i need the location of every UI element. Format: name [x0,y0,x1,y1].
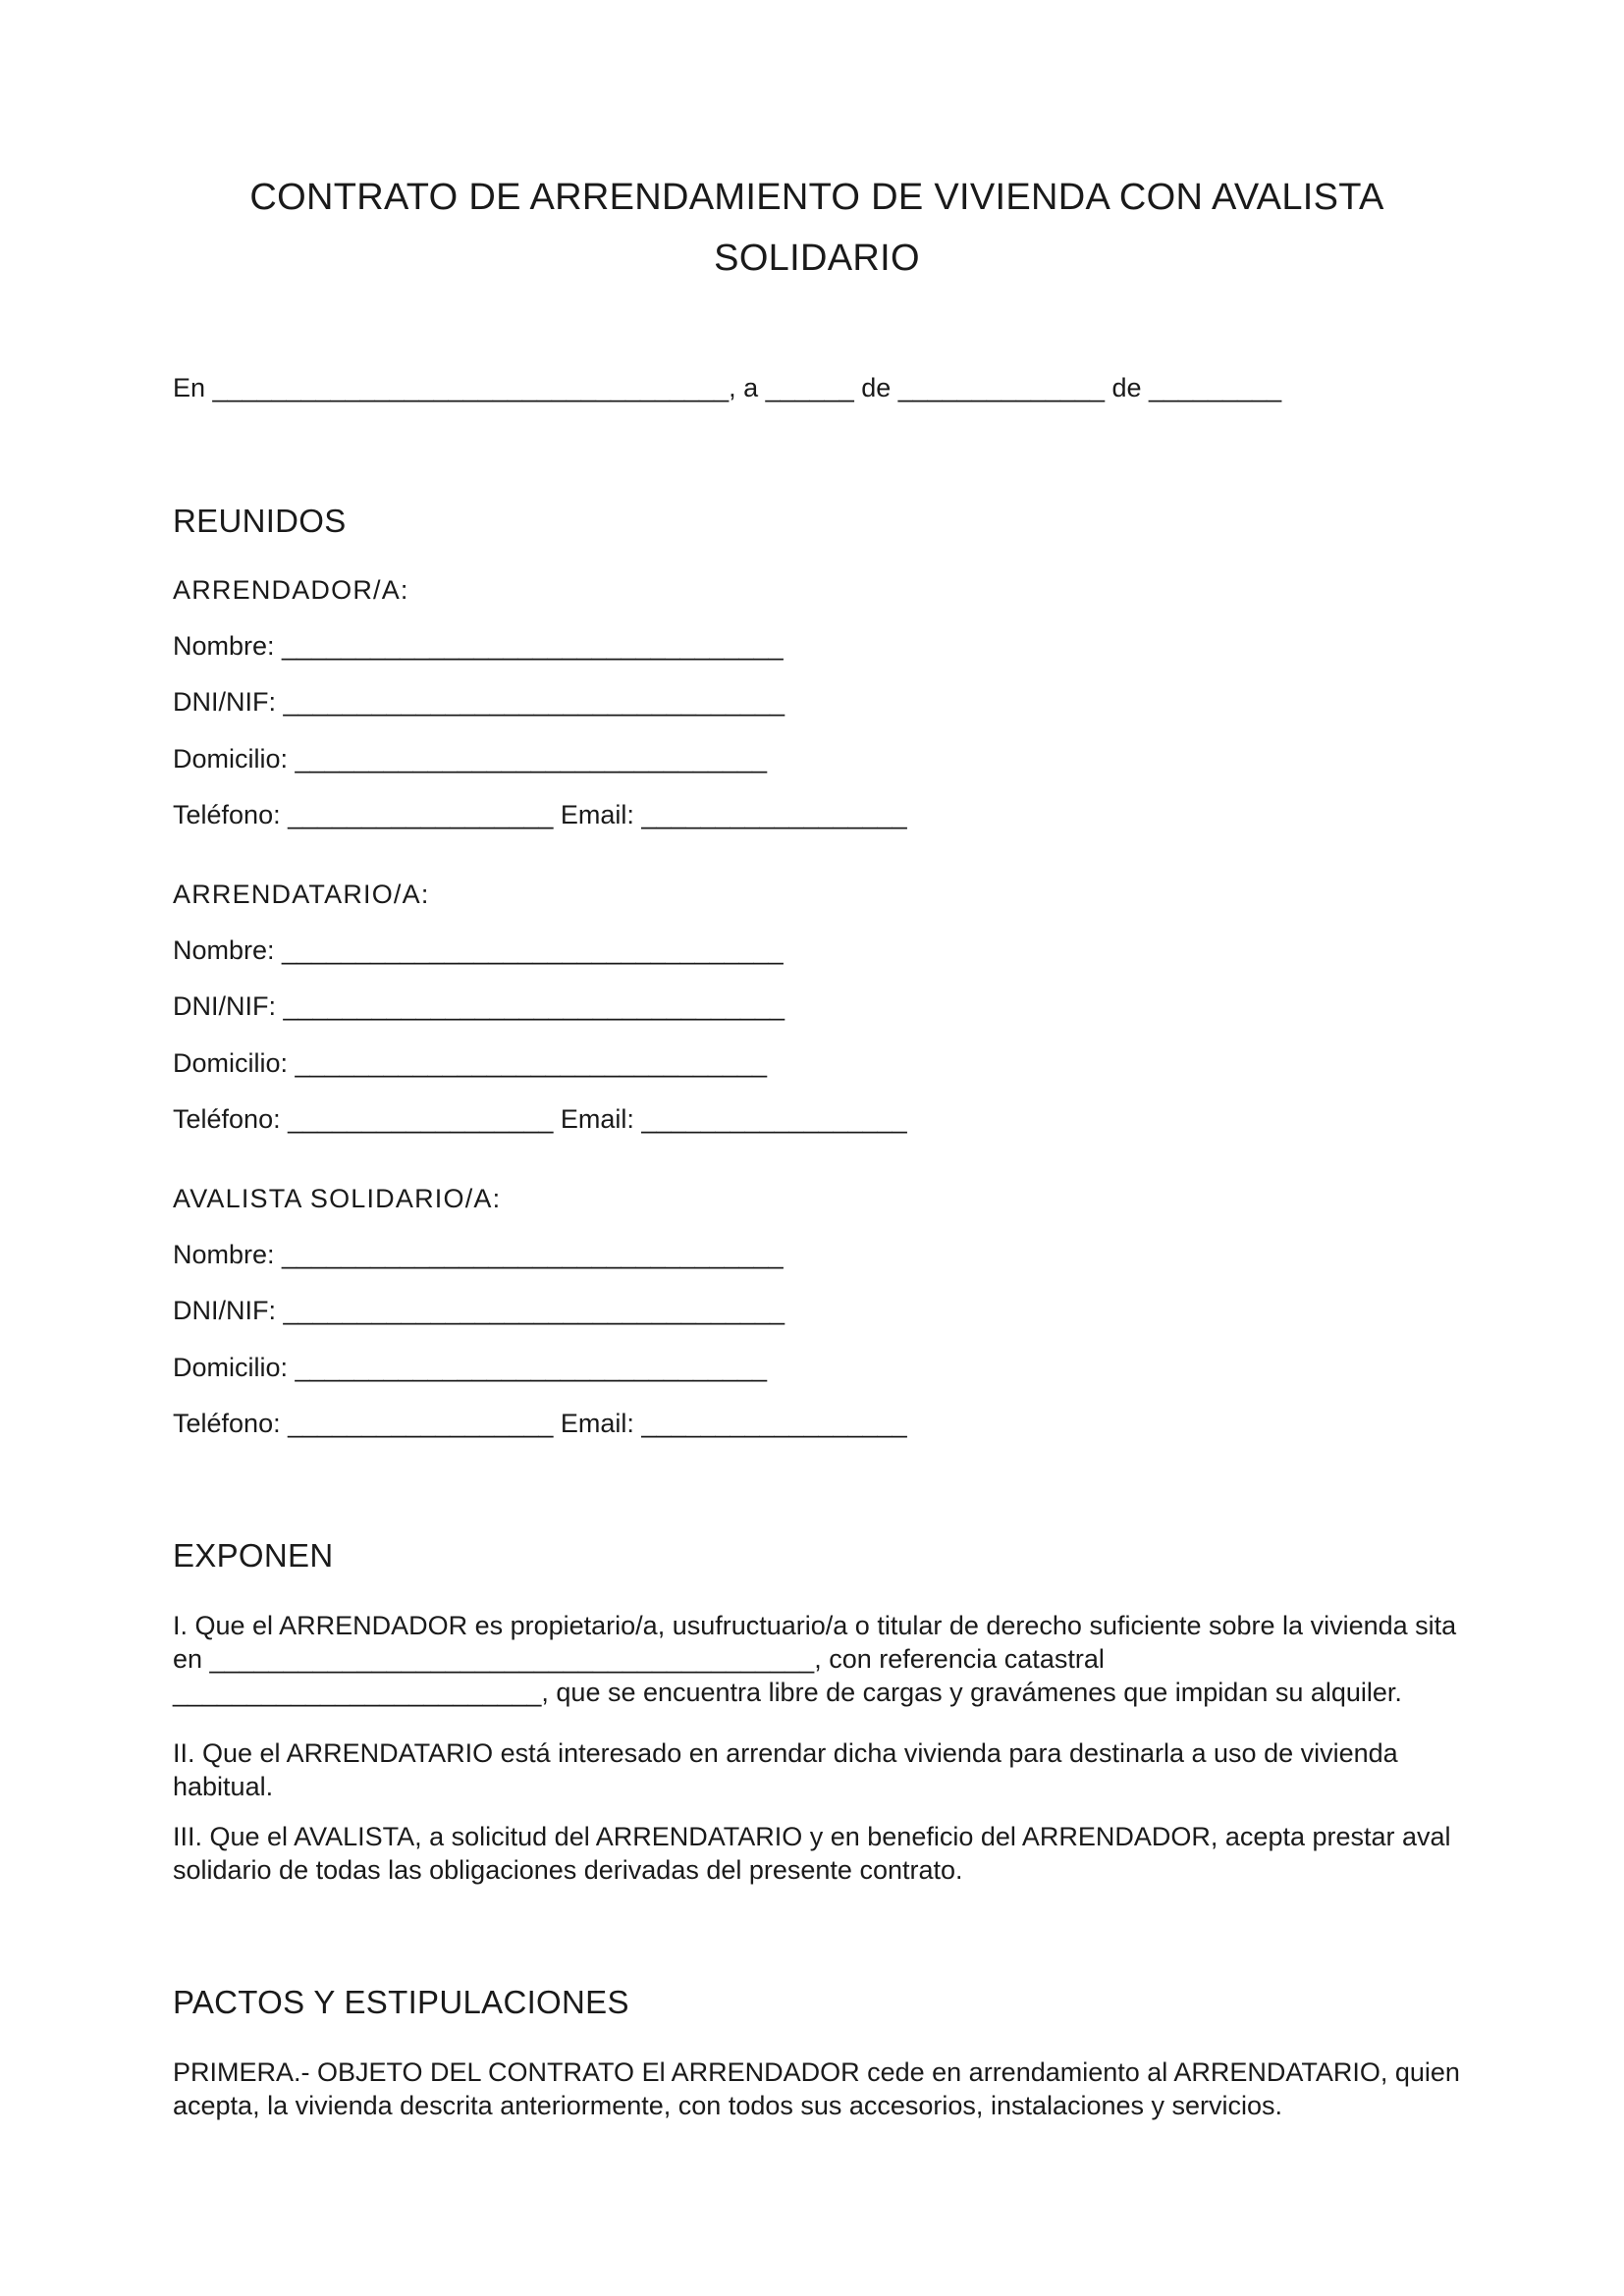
party-label-avalista: AVALISTA SOLIDARIO/A: [173,1184,502,1213]
avalista-domicilio-field: Domicilio: ________________________________ [173,1353,768,1382]
arrendador-nombre-field: Nombre: __________________________________ [173,631,784,661]
clause-primera: PRIMERA.- OBJETO DEL CONTRATO El ARRENDADOR cede en arrendamiento al ARRENDATARIO, quien acepta, la vivienda descrita anteriormente, con todos sus accesorios, instalaciones y servicios. [173,2057,1460,2120]
party-label-arrendatario: ARRENDATARIO/A: [173,880,430,909]
document-title-line-1: CONTRATO DE ARRENDAMIENTO DE VIVIENDA CON AVALISTA [249,177,1384,218]
arrendador-dni-field: DNI/NIF: __________________________________ [173,687,785,717]
arrendador-telefono-email-field: Teléfono: __________________ Email: __________________ [173,800,907,829]
avalista-telefono-email-field: Teléfono: __________________ Email: __________________ [173,1409,907,1438]
arrendatario-telefono-email-field: Teléfono: __________________ Email: __________________ [173,1104,907,1134]
section-heading-pactos: PACTOS Y ESTIPULACIONES [173,1984,629,2020]
section-heading-exponen: EXPONEN [173,1537,334,1574]
avalista-nombre-field: Nombre: __________________________________ [173,1240,784,1269]
arrendador-domicilio-field: Domicilio: ________________________________ [173,744,768,774]
exponen-item-2: II. Que el ARRENDATARIO está interesado en arrendar dicha vivienda para destinarla a uso de vivienda habitual. [173,1738,1398,1801]
place-date-line: En ___________________________________, a ______ de ______________ de _________ [173,373,1282,402]
exponen-item-3: III. Que el AVALISTA, a solicitud del ARRENDATARIO y en beneficio del ARRENDADOR, acepta prestar aval solidario de todas las obligaciones derivadas del presente contrato. [173,1822,1451,1885]
arrendatario-nombre-field: Nombre: __________________________________ [173,935,784,965]
exponen-item-1: I. Que el ARRENDADOR es propietario/a, usufructuario/a o titular de derecho suficiente sobre la vivienda sita en _________________________________________, con referencia catastral _________________________, que se encuentra libre de cargas y gravámenes que impidan su alquiler. [173,1611,1457,1707]
arrendatario-domicilio-field: Domicilio: ________________________________ [173,1048,768,1078]
document-title-line-2: SOLIDARIO [714,238,920,279]
party-label-arrendador: ARRENDADOR/A: [173,575,409,605]
section-heading-reunidos: REUNIDOS [173,503,347,539]
arrendatario-dni-field: DNI/NIF: __________________________________ [173,991,785,1021]
avalista-dni-field: DNI/NIF: __________________________________ [173,1296,785,1325]
